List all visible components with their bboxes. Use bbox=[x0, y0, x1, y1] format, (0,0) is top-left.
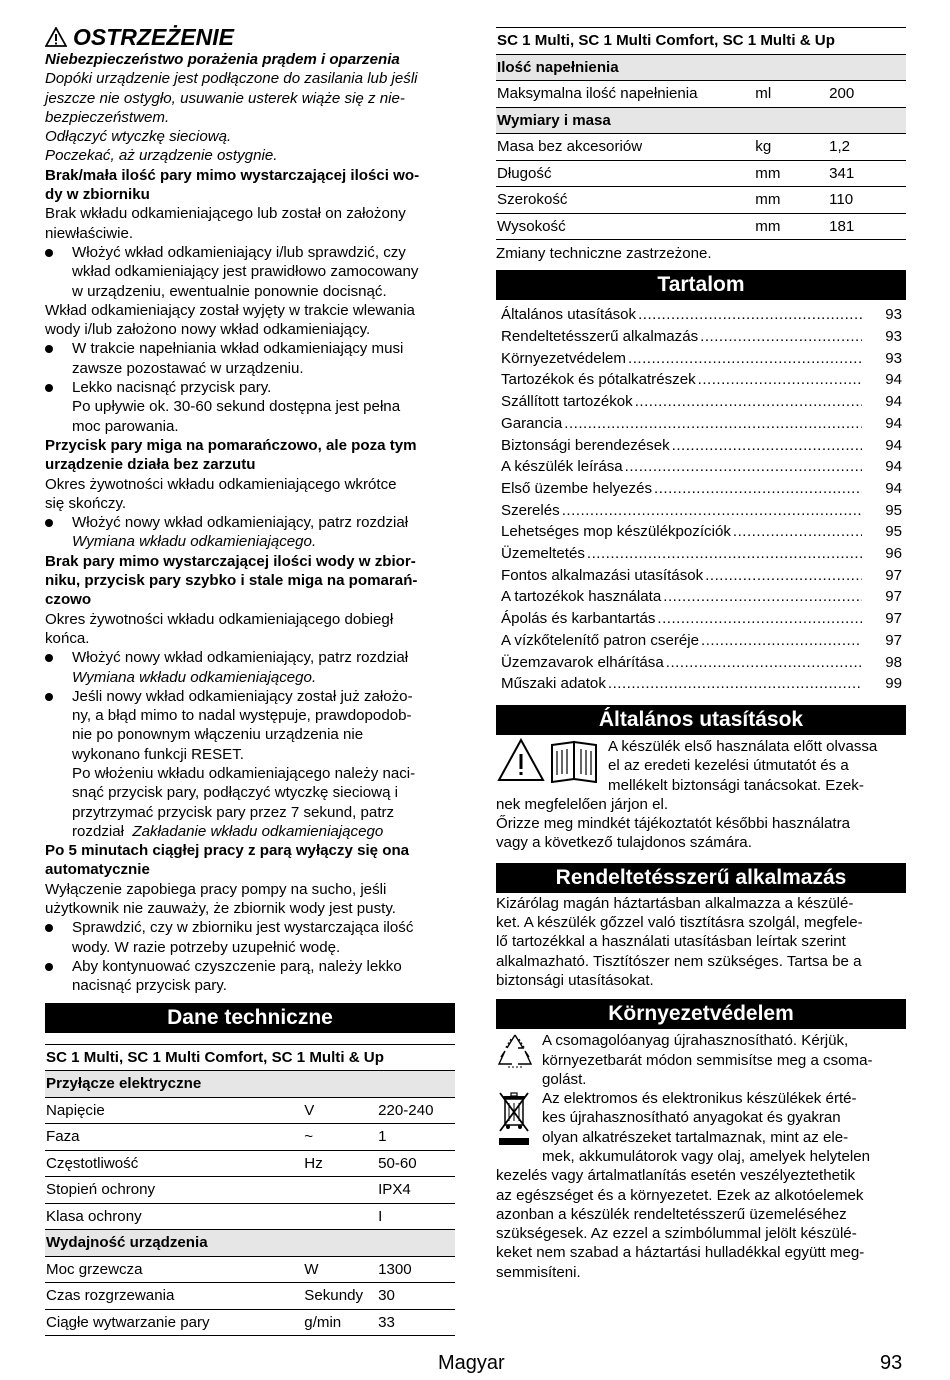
text-line: snąć przycisk pary, podłączyć wtyczkę sieciową i bbox=[72, 784, 399, 802]
bullet-press-steam bbox=[45, 378, 455, 397]
text-line: Okres żywotności wkładu odkamieniającego dobiegł bbox=[45, 610, 394, 628]
table-group-row bbox=[496, 54, 906, 81]
text-line: moc parowania. bbox=[72, 417, 179, 435]
text-line: Po włożeniu wkładu odkamieniającego należy naci- bbox=[72, 764, 416, 782]
toc-page: 93 bbox=[885, 306, 902, 324]
toc-leader bbox=[635, 391, 862, 413]
bullet-check-water bbox=[45, 918, 455, 957]
group-label: Wymiary i masa bbox=[496, 107, 906, 134]
toc-leader bbox=[654, 478, 862, 500]
tech-data-table-right bbox=[496, 27, 906, 240]
toc-page: 95 bbox=[885, 523, 902, 541]
toc-leader bbox=[663, 586, 862, 608]
table-row bbox=[496, 160, 906, 187]
table-row bbox=[45, 1097, 455, 1124]
bullet-new-cartridge-2: Włożyć nowy wkład odkamieniający, patrz rozdział Wymiana wkładu odkamieniającego. bbox=[45, 648, 455, 687]
text-line: Sprawdzić, czy w zbiorniku jest wystarczająca ilość bbox=[72, 919, 414, 937]
text-line: automatycznie bbox=[45, 861, 150, 879]
text-line: biztonsági utasításokat. bbox=[496, 971, 654, 989]
text-line: Aby kontynuować czyszczenie parą, należy lekko bbox=[72, 957, 402, 975]
toc-page: 97 bbox=[885, 631, 902, 649]
recycling-icon-box bbox=[496, 1031, 536, 1076]
cell-unit: ~ bbox=[303, 1124, 377, 1151]
toc-label: Műszaki adatok bbox=[501, 675, 606, 693]
cell-unit: Hz bbox=[303, 1150, 377, 1177]
text-line: azonban a készülék rendeltetésszerű üzemeléséhez bbox=[496, 1205, 847, 1223]
toc-leader bbox=[698, 369, 862, 391]
toc-page: 97 bbox=[885, 566, 902, 584]
text-line: wykonano funkcji RESET. bbox=[72, 745, 244, 763]
cell-value: 220-240 bbox=[377, 1097, 455, 1124]
toc-entry[interactable] bbox=[501, 304, 902, 326]
cell-unit: W bbox=[303, 1256, 377, 1283]
cell-value: 33 bbox=[377, 1309, 455, 1336]
cell-unit: kg bbox=[754, 134, 828, 161]
toc-leader bbox=[587, 543, 862, 565]
toc-label: Garancia bbox=[501, 414, 563, 432]
cell-unit: Sekundy bbox=[303, 1283, 377, 1310]
cell-value: 181 bbox=[828, 213, 906, 240]
table-of-contents bbox=[496, 304, 906, 695]
text-line: Poczekać, aż urządzenie ostygnie. bbox=[45, 147, 278, 165]
warning-triangle-icon bbox=[45, 27, 67, 47]
toc-page: 94 bbox=[885, 371, 902, 389]
footer-language: Magyar bbox=[438, 1352, 505, 1374]
toc-leader bbox=[562, 500, 862, 522]
model-cell: SC 1 Multi, SC 1 Multi Comfort, SC 1 Multi & Up bbox=[45, 1044, 455, 1071]
toc-label: Ápolás és karbantartás bbox=[501, 610, 656, 628]
cell-unit: mm bbox=[754, 187, 828, 214]
bullet-continue bbox=[45, 957, 455, 996]
recycling-icon bbox=[496, 1031, 534, 1071]
cell-unit: mm bbox=[754, 213, 828, 240]
intended-use-text bbox=[496, 894, 906, 990]
text-line: az egészséget és a környezetet. Ezek az alkotóelemek bbox=[496, 1186, 864, 1204]
text-line: környezetbarát módon semmisítse meg a csoma- bbox=[542, 1051, 873, 1069]
table-row bbox=[496, 81, 906, 108]
text-line: alkalmazható. Tisztítószer nem szükséges. Tartsa be a bbox=[496, 952, 862, 970]
table-model-row bbox=[496, 28, 906, 55]
toc-entry[interactable] bbox=[501, 456, 902, 478]
text-line: vagy a következő tulajdonos számára. bbox=[496, 834, 752, 852]
cell-value: 110 bbox=[828, 187, 906, 214]
text-line: wody. W razie potrzeby uzupełnić wodę. bbox=[72, 938, 341, 956]
right-column bbox=[496, 24, 906, 1282]
text-line: końca. bbox=[45, 629, 90, 647]
text-line: użytkownik nie zauważy, że zbiornik wody jest pusty. bbox=[45, 900, 396, 918]
toc-label: A vízkőtelenítő patron cseréje bbox=[501, 631, 700, 649]
text-line: kezelés vagy ártalmatlanítás esetén veszélyeztethetik bbox=[496, 1167, 856, 1185]
cell-value: 1 bbox=[377, 1124, 455, 1151]
cell-label: Masa bez akcesoriów bbox=[496, 134, 754, 161]
text-line: w urządzeniu, ewentualnie ponownie docisnąć. bbox=[72, 282, 387, 300]
text-line: Odłączyć wtyczkę sieciową. bbox=[45, 128, 232, 146]
text-line: W trakcie napełniania wkład odkamieniający musi bbox=[72, 340, 404, 358]
tech-data-table-left bbox=[45, 1044, 455, 1337]
text-line: mek, akkumulátorok vagy olaj, amelyek helytelen bbox=[542, 1148, 871, 1165]
bullet-keep-cartridge bbox=[45, 339, 455, 378]
cell-label: Klasa ochrony bbox=[45, 1203, 303, 1230]
text-line: nacisnąć przycisk pary. bbox=[72, 977, 227, 995]
section-altalanos: Általános utasítások bbox=[496, 705, 906, 735]
heading-auto-off bbox=[45, 841, 455, 880]
table-group-row bbox=[496, 107, 906, 134]
toc-page: 94 bbox=[885, 414, 902, 432]
cell-label: Napięcie bbox=[45, 1097, 303, 1124]
text-line: Po upływie ok. 30-60 sekund dostępna jest pełna bbox=[72, 398, 401, 416]
cell-unit: V bbox=[303, 1097, 377, 1124]
cell-value: 341 bbox=[828, 160, 906, 187]
group-label: Ilość napełnienia bbox=[496, 54, 906, 81]
text-line: Kizárólag magán háztartásban alkalmazza a készülé- bbox=[496, 894, 854, 912]
toc-label: Fontos alkalmazási utasítások bbox=[501, 566, 704, 584]
heading-low-steam bbox=[45, 166, 455, 205]
para-no-cartridge bbox=[45, 204, 455, 243]
cell-value: 30 bbox=[377, 1283, 455, 1310]
toc-page: 94 bbox=[885, 458, 902, 476]
section-dane-techniczne: Dane techniczne bbox=[45, 1003, 455, 1033]
toc-entry[interactable] bbox=[501, 586, 902, 608]
toc-label: Üzemzavarok elhárítása bbox=[501, 653, 664, 671]
table-row bbox=[45, 1309, 455, 1336]
toc-page: 96 bbox=[885, 545, 902, 563]
toc-label: Rendeltetésszerű alkalmazás bbox=[501, 328, 699, 345]
text-line: Őrizze meg mindkét tájékoztatót későbbi használatra bbox=[496, 815, 851, 833]
toc-entry[interactable] bbox=[501, 630, 902, 652]
cell-unit bbox=[303, 1203, 377, 1230]
text-line: semmisíteni. bbox=[496, 1263, 581, 1281]
text-line: Wkład odkamieniający został wyjęty w trakcie wlewania bbox=[45, 301, 415, 319]
text-line: Brak wkładu odkamieniającego lub został on założony bbox=[45, 205, 406, 223]
text-line: zawsze pozostawać w urządzeniu. bbox=[72, 359, 304, 377]
text-line: golást. bbox=[542, 1070, 587, 1088]
text-line: Włożyć nowy wkład odkamieniający, patrz rozdział bbox=[72, 514, 409, 532]
cell-unit bbox=[303, 1177, 377, 1204]
table-row bbox=[496, 134, 906, 161]
changes-note: Zmiany techniczne zastrzeżone. bbox=[496, 245, 712, 262]
section-kornyezetvedelem: Környezetvédelem bbox=[496, 999, 906, 1029]
weee-icon-box bbox=[496, 1089, 536, 1152]
table-row bbox=[496, 213, 906, 240]
toc-label: Biztonsági berendezések bbox=[501, 436, 670, 454]
toc-entry[interactable] bbox=[501, 673, 902, 695]
toc-leader bbox=[700, 326, 862, 348]
toc-entry[interactable] bbox=[501, 369, 902, 391]
text-line: Po 5 minutach ciągłej pracy z parą wyłączy się ona bbox=[45, 842, 410, 860]
toc-page: 94 bbox=[885, 479, 902, 497]
warning-subtitle: Niebezpieczeństwo porażenia prądem i oparzenia bbox=[45, 51, 400, 68]
heading-orange-blink bbox=[45, 436, 455, 475]
steam-power-note bbox=[45, 397, 455, 436]
text-line: Włożyć nowy wkład odkamieniający, patrz rozdział bbox=[72, 649, 409, 667]
toc-page: 97 bbox=[885, 588, 902, 606]
cell-label: Stopień ochrony bbox=[45, 1177, 303, 1204]
bullet-insert-cartridge bbox=[45, 243, 455, 301]
text-line: kes újrahasznosítható anyagokat és gyakran bbox=[542, 1109, 841, 1127]
toc-label: Első üzembe helyezés bbox=[501, 479, 653, 497]
toc-entry[interactable] bbox=[501, 565, 902, 587]
toc-label: Szállított tartozékok bbox=[501, 393, 633, 411]
toc-page: 97 bbox=[885, 610, 902, 628]
toc-page: 95 bbox=[885, 501, 902, 519]
text-line: szükségesek. Az ezzel a szimbólummal jelölt készülé- bbox=[496, 1225, 857, 1243]
text-line: A csomagolóanyag újrahasznosítható. Kérjük, bbox=[542, 1032, 849, 1050]
cell-value: 1300 bbox=[377, 1256, 455, 1283]
cell-label: Szerokość bbox=[496, 187, 754, 214]
toc-leader bbox=[657, 608, 862, 630]
toc-entry[interactable] bbox=[501, 391, 902, 413]
toc-page: 94 bbox=[885, 436, 902, 454]
table-row bbox=[45, 1124, 455, 1151]
text-line: się skończy. bbox=[45, 494, 127, 512]
table-row bbox=[45, 1256, 455, 1283]
table-row bbox=[45, 1150, 455, 1177]
toc-leader bbox=[672, 435, 862, 457]
toc-entry[interactable] bbox=[501, 413, 902, 435]
section-tartalom: Tartalom bbox=[496, 270, 906, 300]
table-model-row bbox=[45, 1044, 455, 1071]
text-line: olyan alkatrészeket tartalmaznak, mint az ele- bbox=[542, 1128, 849, 1146]
cell-label: Długość bbox=[496, 160, 754, 187]
group-label: Przyłącze elektryczne bbox=[45, 1071, 455, 1098]
para-lifetime-ending bbox=[45, 475, 455, 514]
text-line: Przycisk pary miga na pomarańczowo, ale poza tym bbox=[45, 436, 417, 454]
cell-label: Maksymalna ilość napełnienia bbox=[496, 81, 754, 108]
text-line: Brak pary mimo wystarczającej ilości wody w zbior- bbox=[45, 552, 416, 570]
text-line: Az elektromos és elektronikus készülékek érté- bbox=[542, 1090, 857, 1108]
toc-leader bbox=[564, 413, 862, 435]
toc-leader bbox=[701, 630, 862, 652]
toc-entry[interactable] bbox=[501, 500, 902, 522]
group-label: Wydajność urządzenia bbox=[45, 1230, 455, 1257]
text-line: czowo bbox=[45, 591, 92, 609]
table-row bbox=[45, 1177, 455, 1204]
cell-label: Ciągłe wytwarzanie pary bbox=[45, 1309, 303, 1336]
page-number: 93 bbox=[880, 1352, 903, 1374]
text-line: jeszcze nie ostygło, usuwanie usterek wiąże się z nie- bbox=[45, 89, 405, 107]
warning-text bbox=[45, 69, 455, 165]
table-group-row bbox=[45, 1071, 455, 1098]
section-rendeltetesszeru: Rendeltetésszerű alkalmazás bbox=[496, 863, 906, 893]
warning-title: OSTRZEŻENIE bbox=[73, 24, 235, 50]
cell-label: Wysokość bbox=[496, 213, 754, 240]
cell-unit: ml bbox=[754, 81, 828, 108]
cell-value: 200 bbox=[828, 81, 906, 108]
text-line: Jeśli nowy wkład odkamieniający został już założo- bbox=[72, 687, 413, 705]
cell-label: Częstotliwość bbox=[45, 1150, 303, 1177]
cell-unit: mm bbox=[754, 160, 828, 187]
bullet-new-cartridge-1: Włożyć nowy wkład odkamieniający, patrz rozdział Wymiana wkładu odkamieniającego. bbox=[45, 513, 455, 552]
text-line: lő tartozékkal a használati utasításban leírtak szerint bbox=[496, 933, 846, 951]
para-dry-run bbox=[45, 880, 455, 919]
manual-warning-icon bbox=[496, 737, 602, 783]
toc-page: 99 bbox=[885, 675, 902, 693]
para-lifetime-ended bbox=[45, 610, 455, 649]
toc-label: Környezetvédelem bbox=[501, 349, 627, 367]
text-line: nie po ponownym włączeniu urządzenia nie bbox=[72, 726, 364, 744]
cell-value: IPX4 bbox=[377, 1177, 455, 1204]
text-line: el az eredeti kezelési útmutatót és a bbox=[608, 757, 849, 775]
cell-value: 1,2 bbox=[828, 134, 906, 161]
toc-label: Szerelés bbox=[501, 501, 560, 519]
text-line: keket nem szabad a háztartási hulladékkal együtt meg- bbox=[496, 1244, 865, 1262]
toc-label: Tartozékok és pótalkatrészek bbox=[501, 371, 696, 389]
toc-entry[interactable] bbox=[501, 543, 902, 565]
toc-entry[interactable] bbox=[501, 326, 902, 348]
toc-page: 98 bbox=[885, 653, 902, 671]
bullet-reset: Jeśli nowy wkład odkamieniający został już założo- ny, a błąd mimo to nadal występuje, prawdopodob- nie po ponownym włączeniu urządzenia nie wykonano funkcji RESET. Po włożeniu wkładu odkamieniającego należy naci- snąć przycisk pary, podłączyć wtyczkę sieciową i przytrzymać przycisk pary przez 7 sekund, patrz rozdział Zakładanie wkładu odkamieniającego bbox=[45, 687, 455, 841]
text-line: Okres żywotności wkładu odkamieniającego wkrótce bbox=[45, 475, 397, 493]
text-line: ket. A készülék gőzzel való tisztításra szolgál, megfele- bbox=[496, 914, 863, 932]
text-line: przytrzymać przycisk pary przez 7 sekund, patrz bbox=[72, 803, 395, 821]
text-line: Brak/mała ilość pary mimo wystarczającej ilości wo- bbox=[45, 166, 420, 184]
text-line: wkład odkamieniający jest prawidłowo zamocowany bbox=[72, 263, 419, 281]
cell-label: Moc grzewcza bbox=[45, 1256, 303, 1283]
crossed-bin-icon bbox=[496, 1089, 532, 1147]
toc-entry[interactable] bbox=[501, 478, 902, 500]
text-line: A készülék első használata előtt olvassa bbox=[608, 737, 878, 755]
text-line: niewłaściwie. bbox=[45, 224, 134, 242]
environment-text bbox=[496, 1031, 906, 1282]
table-row bbox=[496, 187, 906, 214]
toc-label: Üzemeltetés bbox=[501, 545, 585, 563]
model-cell: SC 1 Multi, SC 1 Multi Comfort, SC 1 Multi & Up bbox=[496, 28, 906, 55]
toc-leader bbox=[666, 652, 862, 674]
cell-unit: g/min bbox=[303, 1309, 377, 1336]
text-line: urządzenie działa bez zarzutu bbox=[45, 456, 256, 474]
text-line: wody i/lub założono nowy wkład odkamieniający. bbox=[45, 321, 371, 339]
text-line: mellékelt biztonsági tanácsokat. Ezek- bbox=[608, 776, 864, 794]
text-line: Lekko nacisnąć przycisk pary. bbox=[72, 379, 272, 397]
toc-leader bbox=[638, 304, 862, 326]
warning-read-manual-icons bbox=[496, 737, 602, 788]
cell-value: I bbox=[377, 1203, 455, 1230]
toc-leader bbox=[628, 348, 862, 370]
table-row bbox=[45, 1283, 455, 1310]
toc-leader bbox=[733, 521, 862, 543]
toc-label: Általános utasítások bbox=[501, 306, 637, 324]
toc-leader bbox=[608, 673, 862, 695]
toc-entry[interactable] bbox=[501, 652, 902, 674]
text-line: ny, a błąd mimo to nadal występuje, prawdopodob- bbox=[72, 707, 412, 725]
toc-page: 93 bbox=[885, 349, 902, 367]
table-row bbox=[45, 1203, 455, 1230]
warning-heading bbox=[45, 24, 455, 50]
cell-label: Faza bbox=[45, 1124, 303, 1151]
text-line: niku, przycisk pary szybko i stale miga na pomarań- bbox=[45, 572, 418, 590]
text-line: Włożyć wkład odkamieniający i/lub sprawdzić, czy bbox=[72, 243, 406, 261]
toc-label: Lehetséges mop készülékpozíciók bbox=[501, 523, 731, 541]
toc-page: 94 bbox=[885, 393, 902, 411]
toc-page: 93 bbox=[885, 328, 902, 345]
left-column bbox=[45, 24, 455, 1336]
general-instructions: A készülék első használata előtt olvassa el az eredeti kezelési útmutatót és a mellékelt biztonsági tanácsokat. Ezek- nek megfelelően járjon el. Őrizze meg mindkét tájékoztatót későbbi használatra vagy a következő tulajdonos számára. bbox=[496, 737, 906, 853]
text-line: dy w zbiorniku bbox=[45, 186, 150, 204]
text-line: Dopóki urządzenie jest podłączone do zasilania lub jeśli bbox=[45, 70, 418, 88]
toc-leader bbox=[705, 565, 862, 587]
toc-leader bbox=[625, 456, 862, 478]
cell-label: Czas rozgrzewania bbox=[45, 1283, 303, 1310]
toc-label: A készülék leírása bbox=[501, 458, 623, 476]
para-cartridge-removed bbox=[45, 301, 455, 340]
cell-value: 50-60 bbox=[377, 1150, 455, 1177]
text-line: Wyłączenie zapobiega pracy pompy na sucho, jeśli bbox=[45, 880, 387, 898]
table-group-row bbox=[45, 1230, 455, 1257]
toc-entry[interactable] bbox=[501, 348, 902, 370]
heading-no-steam-fast-blink bbox=[45, 552, 455, 610]
toc-entry[interactable] bbox=[501, 521, 902, 543]
text-line: bezpieczeństwem. bbox=[45, 108, 170, 126]
toc-label: A tartozékok használata bbox=[501, 588, 662, 606]
toc-entry[interactable] bbox=[501, 435, 902, 457]
toc-entry[interactable] bbox=[501, 608, 902, 630]
